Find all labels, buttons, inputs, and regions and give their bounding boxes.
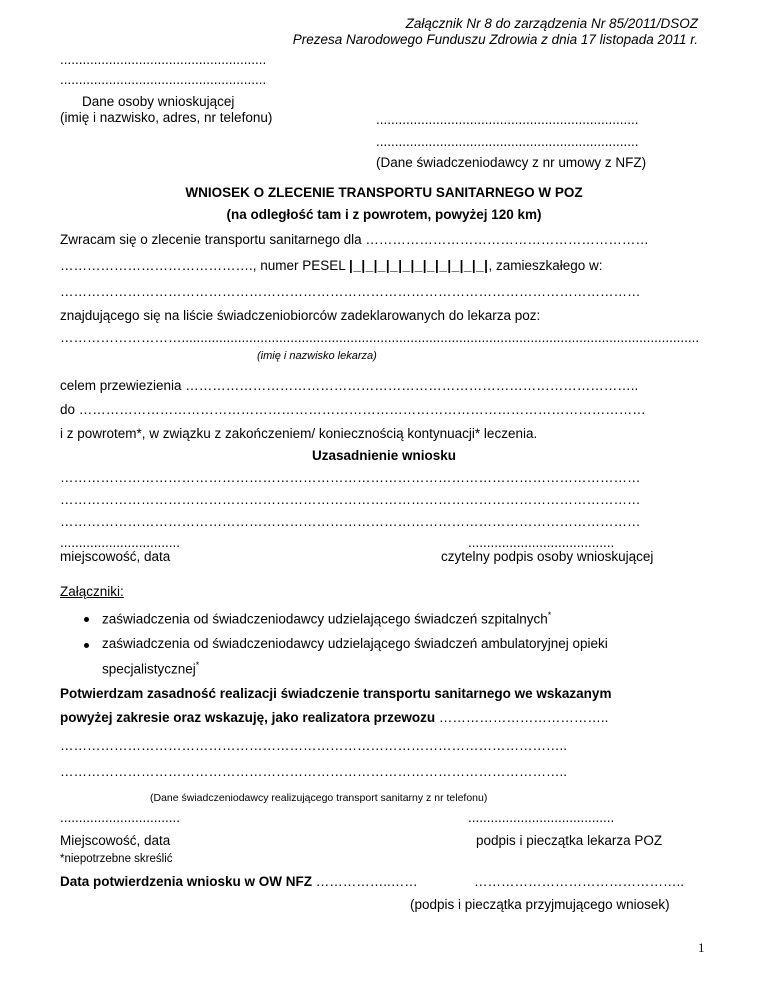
attachment-item-2b xyxy=(102,660,199,677)
applicant-signature-dots: ....................................... xyxy=(468,535,615,550)
doctor-signature-dots: ....................................... xyxy=(468,810,615,825)
doctor-signature-label: podpis i pieczątka lekarza POZ xyxy=(476,833,663,848)
doctor-dots: ……………………….......................................................................................................................................... xyxy=(60,330,700,345)
body-line-2 xyxy=(60,258,603,273)
applicant-dots-2: ....................................................... xyxy=(60,72,267,87)
footnote: *niepotrzebne skreślić xyxy=(60,853,173,865)
attachment-item-1-text: zaświadczenia od świadczeniodawcy udzielającego świadczeń szpitalnych xyxy=(102,611,548,627)
header-line-2: Prezesa Narodowego Funduszu Zdrowia z dnia 17 listopada 2011 r. xyxy=(292,32,698,47)
nfz-line xyxy=(60,874,418,889)
provider-dots-1: ...................................................................... xyxy=(376,112,639,127)
attachments-title: Załączniki: xyxy=(60,584,124,599)
confirmation-line-1: Potwierdzam zasadność realizacji świadczenie transportu sanitarnego we wskazanym xyxy=(60,686,612,701)
attachment-item-2a: zaświadczenia od świadczeniodawcy udzielającego świadczeń ambulatoryjnej opieki xyxy=(102,636,608,651)
bullet-1 xyxy=(84,617,89,622)
attachment-item-2-mark: * xyxy=(195,660,200,670)
attachment-item-1 xyxy=(102,610,551,627)
confirmation-line-2 xyxy=(60,710,608,725)
document-title: WNIOSEK O ZLECENIE TRANSPORTU SANITARNEGO W POZ xyxy=(185,185,583,200)
body-line-4: znajdującego się na liście świadczeniobiorców zadeklarowanych do lekarza poz: xyxy=(60,308,541,323)
address-dots: ………………………………………………………………………………………………………………… xyxy=(60,284,641,299)
place-date-2-dots: ................................ xyxy=(60,810,181,825)
place-date-dots: ................................ xyxy=(60,535,181,550)
document-subtitle: (na odległość tam i z powrotem, powyżej 120 km) xyxy=(226,207,542,222)
justification-line-3: ………………………………………………………………………………………………………………… xyxy=(60,514,641,529)
attachment-item-2b-text: specjalistycznej xyxy=(102,661,196,677)
confirmation-dots-1: ………………………………………………………………………………………………….. xyxy=(60,738,568,753)
justification-title: Uzasadnienie wniosku xyxy=(311,448,457,463)
confirmation-dots-2: ………………………………………………………………………………………………….. xyxy=(60,764,568,779)
body-line-8: i z powrotem*, w związku z zakończeniem/ koniecznością kontynuacji* leczenia. xyxy=(60,426,538,441)
body-line-1: Zwracam się o zlecenie transportu sanitarnego dla ……………………………………………………… xyxy=(60,232,649,247)
body-line-2-start: ……………………………………., numer PESEL xyxy=(60,258,350,273)
nfz-sign-label: (podpis i pieczątka przyjmującego wniosek) xyxy=(410,897,670,912)
bullet-2 xyxy=(84,643,89,648)
carrier-label: (Dane świadczeniodawcy realizującego transport sanitarny z nr telefonu) xyxy=(150,792,488,804)
attachment-item-1-mark: * xyxy=(547,610,552,620)
place-date-label: miejscowość, data xyxy=(60,549,171,564)
header-line-1: Załącznik Nr 8 do zarządzenia Nr 85/2011/DSOZ xyxy=(405,16,698,31)
provider-dots-2: ...................................................................... xyxy=(376,134,639,149)
nfz-date-dots: ……………..…… xyxy=(315,874,418,889)
pesel-boxes: |_|_|_|_|_|_|_|_|_|_|_| xyxy=(349,258,489,273)
applicant-dots-1: ....................................................... xyxy=(60,52,267,67)
body-line-6: celem przewiezienia ……………………………………………………………………………………….. xyxy=(60,378,639,393)
nfz-label: Data potwierdzenia wniosku w OW NFZ xyxy=(60,874,316,889)
carrier-dots: ……………………………….. xyxy=(438,710,609,725)
body-line-7: do ……………………………………………………………………………………………………………… xyxy=(60,402,646,417)
place-date-2-label: Miejscowość, data xyxy=(60,833,171,848)
justification-line-2: ………………………………………………………………………………………………………………… xyxy=(60,492,641,507)
confirmation-line-2-text: powyżej zakresie oraz wskazuję, jako realizatora przewozu xyxy=(60,710,439,725)
body-line-2-end: , zamieszkałego w: xyxy=(488,258,603,273)
doctor-label: (imię i nazwisko lekarza) xyxy=(257,350,377,362)
page-number: 1 xyxy=(698,940,705,955)
applicant-label-2: (imię i nazwisko, adres, nr telefonu) xyxy=(60,110,273,125)
provider-label: (Dane świadczeniodawcy z nr umowy z NFZ) xyxy=(376,155,647,170)
applicant-signature-label: czytelny podpis osoby wnioskującej xyxy=(441,549,654,564)
justification-line-1: ………………………………………………………………………………………………………………… xyxy=(60,470,641,485)
nfz-sign-dots: ……………………………………….. xyxy=(474,874,685,889)
applicant-label-1: Dane osoby wnioskującej xyxy=(82,94,235,109)
